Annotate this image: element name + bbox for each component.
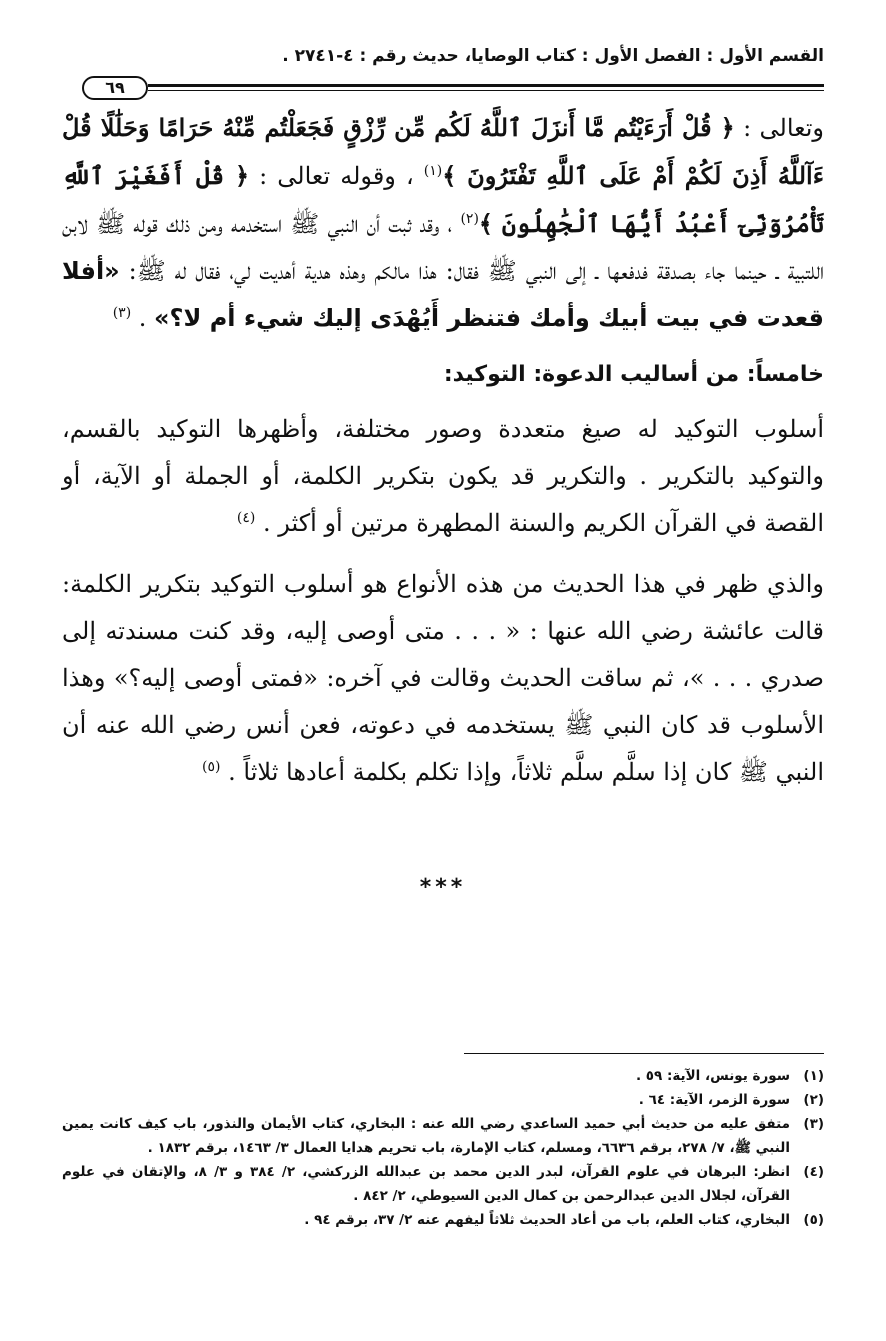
main-text — [62, 104, 824, 796]
footnote-marker: (٤) — [803, 1164, 824, 1180]
text-span: ، وقد ثبت أن النبي ﷺ استخدمه ومن ذلك قوله ﷺ لابن اللتبية ـ حينما جاء بصدقة فدفعها ـ إلى النبي ﷺ فقال: هذا مالكم وهذه هدية أهديت لي، فقال له ﷺ: — [62, 210, 825, 285]
footnote-rule — [464, 1053, 824, 1054]
footnote-text: انظر: البرهان في علوم القرآن، لبدر الدين محمد بن عبدالله الزركشي، ٢/ ٣٨٤ و ٣/ ٨، والإتقان في علوم القرآن، لجلال الدين عبدالرحمن بن كمال الدين السيوطي، ٢/ ٨٤٢ . — [62, 1164, 791, 1204]
footnote-ref-4[interactable]: (٤) — [236, 510, 256, 526]
footnote-text: سورة يونس، الآية: ٥٩ . — [635, 1068, 790, 1084]
quran-verse-zumar: ﴿ قُلْ أَفَغَيْرَ ٱللَّهِ تَأْمُرُوٓنِّىٓ أَعْبُدُ أَيُّهَا ٱلْجَٰهِلُونَ ﴾ — [62, 161, 824, 238]
paragraph-emphasis-style — [62, 406, 824, 547]
footnote-item — [62, 1208, 824, 1232]
header-rule-group — [82, 76, 824, 102]
section-separator: *** — [419, 875, 467, 900]
text-span: وتعالى : — [734, 114, 824, 142]
footnote-ref-2[interactable]: (٢) — [460, 211, 479, 227]
footnote-text: متفق عليه من حديث أبي حميد الساعدي رضي الله عنه : البخاري، كتاب الأيمان والنذور، باب كيف كانت يمين النبي ﷺ، ٧/ ٢٧٨، برقم ٦٦٣٦، ومسلم، كتاب الإمارة، باب تحريم هدايا العمال ٣/ ١٤٦٣، برقم ١٨٣٢ . — [62, 1116, 790, 1156]
footnote-marker: (٢) — [803, 1092, 824, 1108]
footnote-text: سورة الزمر، الآية: ٦٤ . — [638, 1092, 790, 1108]
section-heading: خامساً: من أساليب الدعوة: التوكيد: — [443, 362, 824, 387]
paragraph-quran-quotes — [62, 104, 824, 342]
footnote-item — [62, 1160, 824, 1208]
footnote-item — [62, 1112, 824, 1160]
quran-verse-yunus: ﴿ قُلْ أَرَءَيْتُم مَّا أَنزَلَ ٱللَّهُ لَكُم مِّن رِّزْقٍ فَجَعَلْتُم مِّنْهُ حَرَامًا وَحَلَٰلًا قُلْ ءَآللَّهُ أَذِنَ لَكُمْ أَمْ عَلَى ٱللَّهِ تَفْتَرُونَ ﴾ — [62, 113, 824, 190]
footnote-marker: (١) — [803, 1068, 824, 1084]
footnote-item — [62, 1064, 824, 1088]
text-span: . — [131, 304, 155, 332]
footnotes — [62, 1064, 824, 1232]
paragraph-repetition — [62, 561, 824, 796]
footnote-ref-1[interactable]: (١) — [423, 163, 443, 179]
header-rule — [148, 84, 824, 91]
hadith-quote: «أفلا قعدت في بيت أبيك وأمك فتنظر أَيُهْدَى إليك شيء أم لا؟» — [62, 257, 824, 332]
footnote-marker: (٥) — [803, 1212, 824, 1228]
page-number: ٦٩ — [82, 76, 148, 100]
running-header: القسم الأول : الفصل الأول : كتاب الوصايا، حديث رقم : ٤-٢٧٤١ . — [282, 46, 824, 66]
text-span: ، وقوله تعالى : — [249, 162, 424, 190]
footnote-ref-3[interactable]: (٣) — [112, 305, 132, 321]
footnote-ref-5[interactable]: (٥) — [202, 759, 221, 775]
text-span: والذي ظهر في هذا الحديث من هذه الأنواع هو أسلوب التوكيد بتكرير الكلمة: قالت عائشة رضي الله عنها : « . . . متى أوصى إليه، وقد كنت مسندته إلى صدري . . . »، ثم ساقت الحديث وقالت في آخره: «فمتى أوصى إليه؟» وهذا الأسلوب قد كان النبي ﷺ يستخدمه في دعوته، فعن أنس رضي الله عنه أن النبي ﷺ كان إذا سلَّم سلَّم ثلاثاً، وإذا تكلم بكلمة أعادها ثلاثاً . — [62, 570, 825, 786]
footnote-marker: (٣) — [803, 1116, 824, 1132]
footnote-item — [62, 1088, 824, 1112]
footnote-text: البخاري، كتاب العلم، باب من أعاد الحديث ثلاثاً ليفهم عنه ٢/ ٣٧، برقم ٩٤ . — [304, 1212, 790, 1228]
text-span: أسلوب التوكيد له صيغ متعددة وصور مختلفة، وأظهرها التوكيد بالقسم، والتوكيد بالتكرير . والتكرير قد يكون بتكرير الكلمة، أو الجملة أو الآية، أو القصة في القرآن الكريم والسنة المطهرة مرتين أو أكثر . — [62, 415, 824, 537]
